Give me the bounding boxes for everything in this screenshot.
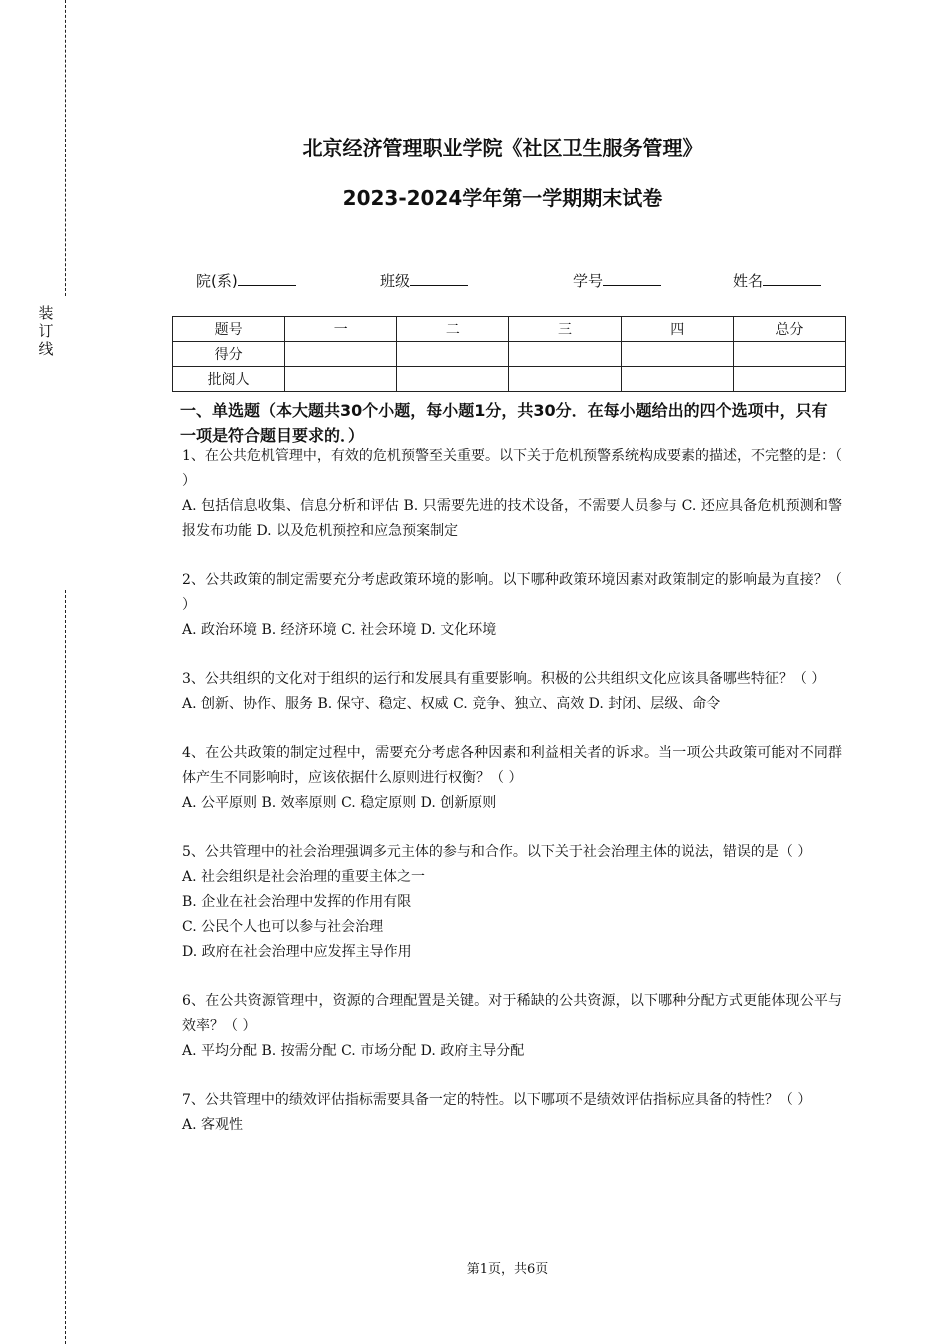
header-cell: 题号 xyxy=(173,317,285,342)
question-option: A. 平均分配 B. 按需分配 C. 市场分配 D. 政府主导分配 xyxy=(182,1043,525,1059)
question-option: B. 企业在社会治理中发挥的作用有限 xyxy=(182,894,412,910)
binding-label-text: 装 订 线 xyxy=(38,304,54,358)
grader-cell[interactable] xyxy=(621,367,733,392)
header-cell: 四 xyxy=(621,317,733,342)
question-option: A. 政治环境 B. 经济环境 C. 社会环境 D. 文化环境 xyxy=(182,622,497,638)
student-id-label: 学号 xyxy=(573,272,604,290)
name-blank[interactable] xyxy=(763,271,821,286)
dept-blank[interactable] xyxy=(238,271,296,286)
question-item xyxy=(182,840,842,965)
binding-label xyxy=(36,304,56,358)
score-cell[interactable] xyxy=(733,342,845,367)
question-stem: 3、公共组织的文化对于组织的运行和发展具有重要影响。积极的公共组织文化应该具备哪些特征？（ ） xyxy=(182,671,826,687)
grader-row xyxy=(173,367,846,392)
question-option: D. 政府在社会治理中应发挥主导作用 xyxy=(182,944,412,960)
header-cell: 三 xyxy=(509,317,621,342)
name-label: 姓名 xyxy=(733,272,764,290)
question-option: A. 客观性 xyxy=(182,1117,244,1133)
grader-cell[interactable] xyxy=(733,367,845,392)
score-cell[interactable] xyxy=(509,342,621,367)
exam-title-term: 2023-2024学年第一学期期末试卷 xyxy=(342,186,663,210)
question-option: A. 公平原则 B. 效率原则 C. 稳定原则 D. 创新原则 xyxy=(182,795,497,811)
question-item xyxy=(182,444,842,544)
row-label: 批阅人 xyxy=(173,367,285,392)
question-list xyxy=(182,444,842,1162)
question-item xyxy=(182,568,842,643)
student-id-blank[interactable] xyxy=(603,271,661,286)
question-item xyxy=(182,667,842,717)
question-stem: 7、公共管理中的绩效评估指标需要具备一定的特性。以下哪项不是绩效评估指标应具备的特性？（ ） xyxy=(182,1092,812,1108)
dept-label: 院(系) xyxy=(196,272,238,290)
question-item xyxy=(182,989,842,1064)
student-info-row xyxy=(0,270,950,292)
header-cell: 一 xyxy=(285,317,397,342)
grader-cell[interactable] xyxy=(285,367,397,392)
exam-title-school: 北京经济管理职业学院《社区卫生服务管理》 xyxy=(302,136,703,160)
question-option: C. 公民个人也可以参与社会治理 xyxy=(182,919,384,935)
question-stem: 4、在公共政策的制定过程中，需要充分考虑各种因素和利益相关者的诉求。当一项公共政策可能对不同群体产生不同影响时，应该依据什么原则进行权衡？（ ） xyxy=(182,745,842,786)
question-option: A. 社会组织是社会治理的重要主体之一 xyxy=(182,869,426,885)
binding-line-bottom xyxy=(65,590,66,1344)
name-field[interactable] xyxy=(733,270,821,291)
row-label: 得分 xyxy=(173,342,285,367)
section-heading: 一、单选题（本大题共30个小题，每小题1分，共30分．在每小题给出的四个选项中，只有一项是符合题目要求的．） xyxy=(180,401,828,445)
question-option: A. 包括信息收集、信息分析和评估 B. 只需要先进的技术设备，不需要人员参与 C. 还应具备危机预测和警报发布功能 D. 以及危机预控和应急预案制定 xyxy=(182,498,842,539)
question-stem: 2、公共政策的制定需要充分考虑政策环境的影响。以下哪种政策环境因素对政策制定的影响最为直接？（ ） xyxy=(182,572,842,613)
score-table xyxy=(172,316,846,392)
header-cell: 总分 xyxy=(733,317,845,342)
question-stem: 6、在公共资源管理中，资源的合理配置是关键。对于稀缺的公共资源，以下哪种分配方式更能体现公平与效率？（ ） xyxy=(182,993,842,1034)
question-option: A. 创新、协作、服务 B. 保守、稳定、权威 C. 竞争、独立、高效 D. 封闭、层级、命令 xyxy=(182,696,721,712)
question-item xyxy=(182,741,842,816)
score-cell[interactable] xyxy=(285,342,397,367)
dept-field[interactable] xyxy=(196,270,296,291)
score-cell[interactable] xyxy=(621,342,733,367)
grader-cell[interactable] xyxy=(509,367,621,392)
question-stem: 1、在公共危机管理中，有效的危机预警至关重要。以下关于危机预警系统构成要素的描述，不完整的是：（ ） xyxy=(182,448,842,489)
header-cell: 二 xyxy=(397,317,509,342)
class-blank[interactable] xyxy=(410,271,468,286)
score-row xyxy=(173,342,846,367)
class-label: 班级 xyxy=(380,272,411,290)
question-item xyxy=(182,1088,842,1138)
page-footer: 第1页，共6页 xyxy=(466,1262,549,1277)
score-cell[interactable] xyxy=(397,342,509,367)
class-field[interactable] xyxy=(380,270,468,291)
question-stem: 5、公共管理中的社会治理强调多元主体的参与和合作。以下关于社会治理主体的说法，错误的是（ ） xyxy=(182,844,812,860)
student-id-field[interactable] xyxy=(573,270,661,291)
grader-cell[interactable] xyxy=(397,367,509,392)
score-table-header-row xyxy=(173,317,846,342)
